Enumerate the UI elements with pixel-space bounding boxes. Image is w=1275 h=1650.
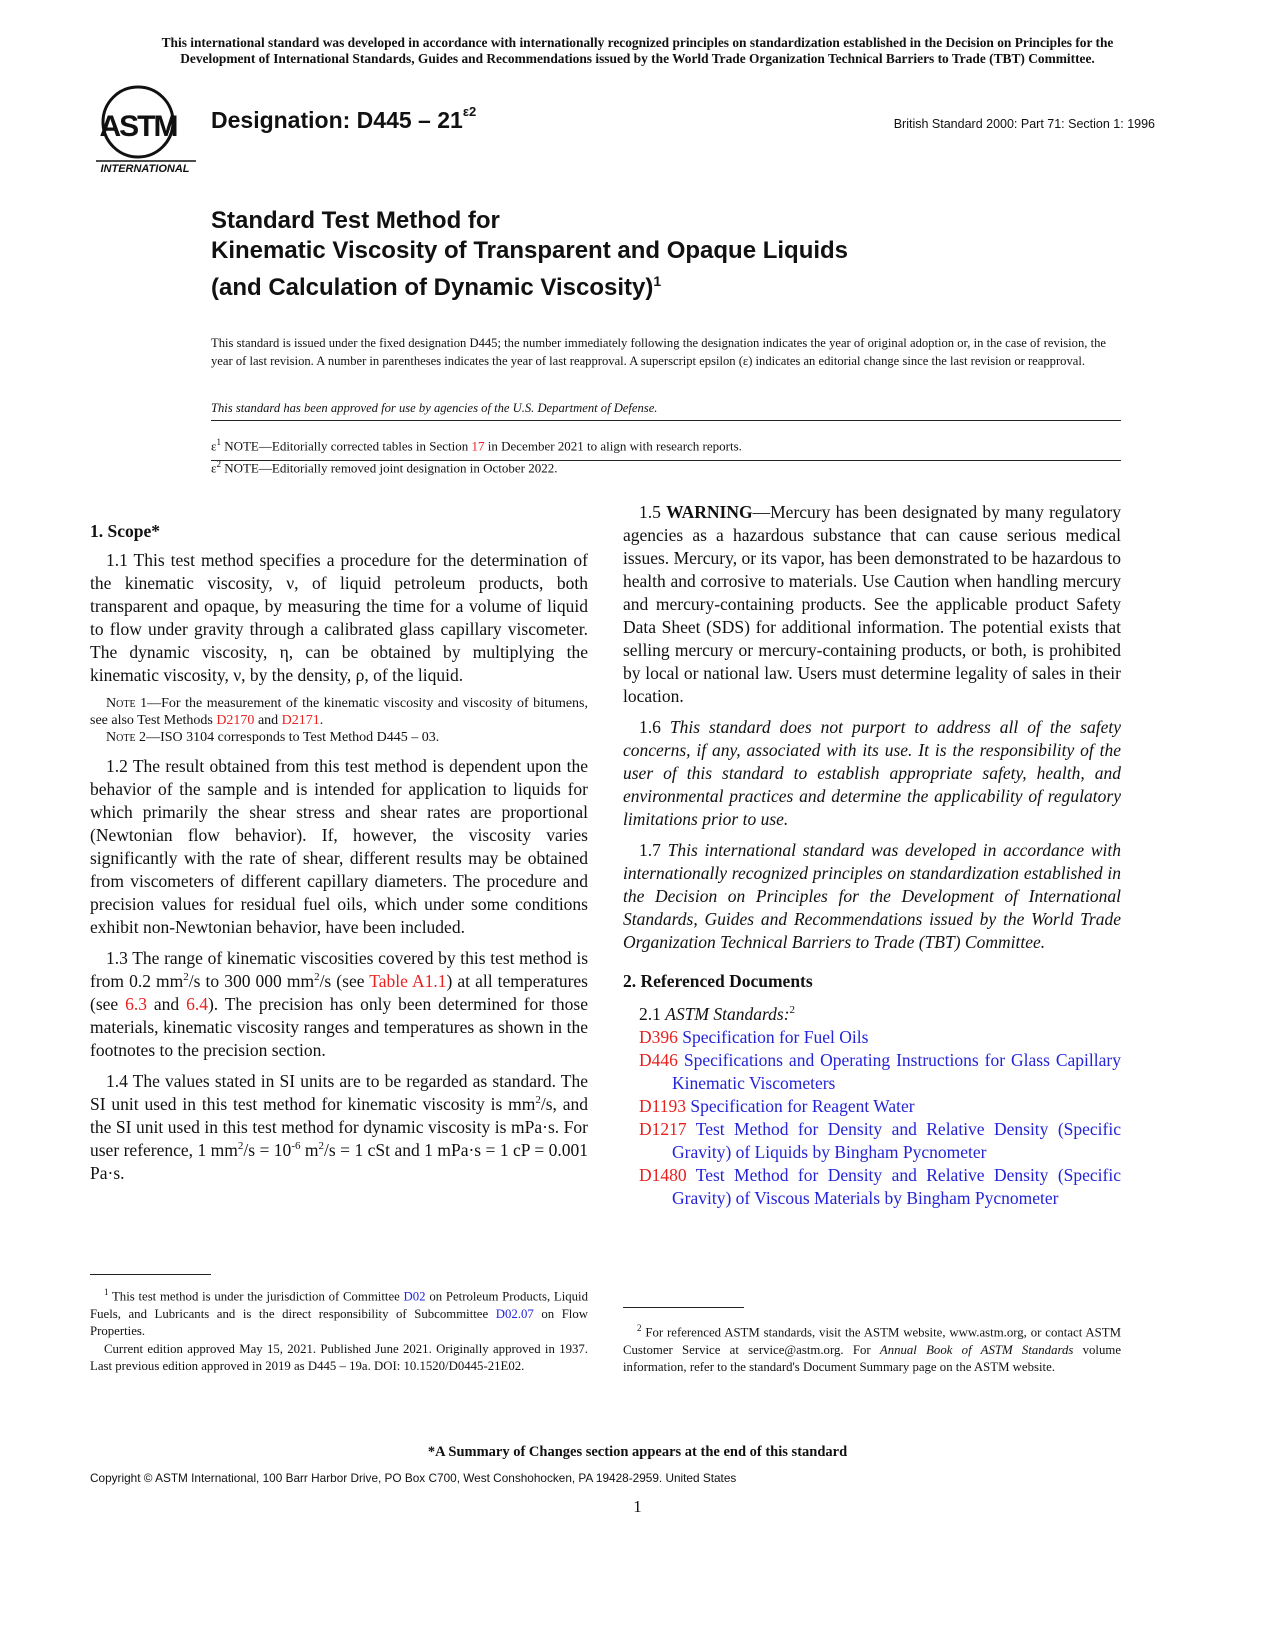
p13-d: ) at all temperatures (see <box>90 971 588 1014</box>
warning-label: WARNING <box>666 502 753 522</box>
notes-block <box>90 695 588 746</box>
p17-num: 1.7 <box>639 840 668 860</box>
title-line-3 <box>211 266 848 303</box>
p14-sup4: 2 <box>318 1140 325 1153</box>
sub-num: 2.1 <box>639 1003 666 1024</box>
reference-item <box>623 1026 1121 1049</box>
ref-title-d1217[interactable]: Test Method for Density and Relative Density (Specific Gravity) of Liquids by Bingham Pycnometer <box>672 1118 1121 1162</box>
subcommittee-d02-07-link[interactable]: D02.07 <box>495 1306 534 1321</box>
footnote-1-p2: Current edition approved May 15, 2021. Published June 2021. Originally approved in 1937. Last previous edition approved in 2019 as D445 – 19a. DOI: 10.1520/D0445-21E02. <box>90 1341 588 1374</box>
ref-title-d1193[interactable]: Specification for Reagent Water <box>686 1095 915 1116</box>
reference-item <box>623 1049 1121 1095</box>
p14-a: 1.4 The values stated in SI units are to be regarded as standard. The SI unit used in this test method for kinematic viscosity is mm <box>90 1071 588 1114</box>
ref-code-d1480[interactable]: D1480 <box>639 1164 687 1185</box>
eps2-sup: 2 <box>216 459 221 470</box>
reference-list <box>623 1026 1121 1210</box>
p14-b: /s, and the SI unit used in this test method for dynamic viscosity is mPa·s. For user reference, 1 mm <box>90 1094 588 1160</box>
title-line-1: Standard Test Method for <box>211 207 500 234</box>
reference-item <box>623 1164 1121 1210</box>
right-column <box>623 501 1121 1210</box>
p15-num: 1.5 <box>639 502 667 522</box>
p17-text: This international standard was developed in accordance with internationally recognized principles on standardization established in the Decision on Principles for the Development of International Standards, Guides and Recommendations issued by the World Trade Organization Technical Barriers to Trade (TBT) Committee. <box>623 840 1122 952</box>
d2170-link[interactable]: D2170 <box>216 713 255 728</box>
note-2-label: Note 2 <box>106 730 147 745</box>
p14-sup1: 2 <box>535 1094 541 1107</box>
footnote-1 <box>90 1284 588 1376</box>
logo-text: ASTM <box>99 110 177 143</box>
note-1-end: . <box>319 713 324 728</box>
eps2-text: NOTE—Editorially removed joint designation in October 2022. <box>220 460 558 476</box>
p13-c: /s (see <box>319 971 370 991</box>
reference-item <box>623 1095 1121 1118</box>
eps1-sup: 1 <box>216 437 221 447</box>
divider-top <box>211 420 1121 421</box>
title-line-3-text: (and Calculation of Dynamic Viscosity) <box>211 274 654 301</box>
editorial-notes <box>211 433 742 478</box>
fn2-mark: 2 <box>637 1323 642 1333</box>
p13-f: ). The precision has only been determined for those materials, kinematic viscosity ranges and temperatures as shown in the footnotes to the precision section. <box>90 994 588 1060</box>
footnote-1-p1 <box>90 1284 588 1341</box>
para-1-3 <box>90 947 588 1062</box>
summary-of-changes-note: *A Summary of Changes section appears at the end of this standard <box>427 1444 848 1460</box>
ref-title-d446[interactable]: Specifications and Operating Instructions for Glass Capillary Kinematic Viscometers <box>672 1049 1121 1093</box>
copyright-line: Copyright © ASTM International, 100 Barr Harbor Drive, PO Box C700, West Conshohocken, PA 19428-2959. United States <box>90 1471 737 1485</box>
p13-b: /s to 300 000 mm <box>188 971 315 991</box>
para-1-4 <box>90 1070 588 1185</box>
fn2-b: volume information, refer to the standard's Document Summary page on the ASTM website. <box>623 1342 1122 1375</box>
footnote-rule-right <box>623 1307 744 1308</box>
eps1-text-a: NOTE—Editorially corrected tables in Section <box>220 438 472 454</box>
p14-c: /s = 10 <box>243 1140 292 1160</box>
sub-label: ASTM Standards: <box>665 1003 790 1024</box>
p15-text: —Mercury has been designated by many regulatory agencies as a hazardous substance that can cause serious medical issues. Mercury, or its vapor, has been demonstrated to be hazardous to health and corrosive to materials. Use Caution when handling mercury and mercury-containing products. See the applicable product Safety Data Sheet (SDS) for additional information. The potential exists that selling mercury or mercury-containing products, or both, is prohibited by local or national law. Users must determine legality of sales in their location. <box>623 502 1122 706</box>
designation <box>211 104 477 134</box>
footnote-2-p1 <box>623 1320 1121 1377</box>
note-1-label: Note 1 <box>106 696 148 711</box>
note-1 <box>90 695 588 729</box>
section-6-4-link[interactable]: 6.4 <box>186 994 208 1014</box>
document-title <box>211 206 848 303</box>
para-1-7 <box>623 839 1121 954</box>
para-1-5 <box>623 501 1121 708</box>
footnote-rule-left <box>90 1274 211 1275</box>
para-1-2: 1.2 The result obtained from this test method is dependent upon the behavior of the sample and is intended for application to liquids for which primarily the shear stress and shear rates are proportional (Newtonian flow behavior). If, however, the viscosity varies significantly with the rate of shear, different results may be obtained from viscometers of different capillary diameters. The procedure and precision values for residual fuel oils, which under some conditions exhibit non-Newtonian behavior, have been included. <box>90 756 588 937</box>
scope-heading: 1. Scope* <box>90 521 160 541</box>
dod-approval: This standard has been approved for use by agencies of the U.S. Department of Defense. <box>211 401 658 415</box>
p13-sup1: 2 <box>183 971 189 984</box>
section-6-3-link[interactable]: 6.3 <box>125 994 147 1014</box>
epsilon-note-2 <box>211 455 742 477</box>
ref-code-d1193[interactable]: D1193 <box>639 1095 686 1116</box>
fn2-italic: Annual Book of ASTM Standards <box>879 1342 1074 1357</box>
astm-logo <box>92 84 200 176</box>
notice-line-2: Development of International Standards, Guides and Recommendations issued by the World Trade Organization Technical Barriers to Trade (TBT) Committee. <box>180 51 1095 66</box>
ref-code-d446[interactable]: D446 <box>639 1049 678 1070</box>
footnote-2 <box>623 1320 1121 1377</box>
fn1-a: This test method is under the jurisdiction of Committee <box>108 1289 404 1304</box>
para-1-6 <box>623 716 1121 831</box>
fn1-mark: 1 <box>104 1287 109 1297</box>
ref-code-d396[interactable]: D396 <box>639 1026 678 1047</box>
designation-label: Designation: D445 – 21 <box>211 107 463 133</box>
left-column <box>90 520 588 1193</box>
british-standard: British Standard 2000: Part 71: Section 1: 1996 <box>893 117 1155 131</box>
divider-bottom <box>211 460 1121 461</box>
d2171-link[interactable]: D2171 <box>281 713 320 728</box>
fn2-a: For referenced ASTM standards, visit the ASTM website, www.astm.org, or contact ASTM Customer Service at service@astm.org. For <box>623 1325 1121 1357</box>
section-17-link[interactable]: 17 <box>471 438 485 454</box>
reference-item <box>623 1118 1121 1164</box>
epsilon-note-1 <box>211 433 742 455</box>
note-1-text: —For the measurement of the kinematic viscosity and viscosity of bitumens, see also Test Methods <box>90 696 588 728</box>
notice-line-1: This international standard was developed in accordance with internationally recognized principles on standardization established in the Decision on Principles for the <box>161 35 1114 50</box>
committee-d02-link[interactable]: D02 <box>403 1289 426 1304</box>
page-number: 1 <box>633 1497 642 1516</box>
p14-d: m <box>300 1140 319 1160</box>
fn1-c: on Flow Properties. <box>90 1306 589 1339</box>
note-2-text: —ISO 3104 corresponds to Test Method D445 – 03. <box>146 730 440 745</box>
p14-sup3: -6 <box>291 1140 301 1153</box>
title-footnote-mark: 1 <box>653 273 662 289</box>
para-1-1: 1.1 This test method specifies a procedure for the determination of the kinematic viscosity, ν, of liquid petroleum products, both transparent and opaque, by measuring the time for a volume of liquid to flow under gravity through a calibrated glass capillary viscometer. The dynamic viscosity, η, can be obtained by multiplying the kinematic viscosity, ν, by the density, ρ, of the liquid. <box>90 550 588 685</box>
title-line-2: Kinematic Viscosity of Transparent and Opaque Liquids <box>211 237 849 264</box>
p16-num: 1.6 <box>639 717 670 737</box>
p13-e: and <box>146 994 187 1014</box>
note-2 <box>90 729 588 746</box>
eps1-text-b: in December 2021 to align with research reports. <box>484 438 742 454</box>
note-1-and: and <box>254 713 282 728</box>
table-a1-1-link[interactable]: Table A1.1 <box>369 971 447 991</box>
ref-title-d396[interactable]: Specification for Fuel Oils <box>677 1026 869 1047</box>
ref-code-d1217[interactable]: D1217 <box>639 1118 687 1139</box>
wto-notice <box>60 35 1215 67</box>
issued-statement: This standard is issued under the fixed designation D445; the number immediately following the designation indicates the year of original adoption or, in the case of revision, the year of last revision. A number in parentheses indicates the year of last reapproval. A superscript epsilon (ε) indicates an editorial change since the last revision or reapproval. <box>211 336 1106 368</box>
astm-standards-subheading <box>623 999 1121 1026</box>
p16-text: This standard does not purport to address all of the safety concerns, if any, associated with its use. It is the responsibility of the user of this standard to establish appropriate safety, health, and environmental practices and determine the applicability of regulatory limitations prior to use. <box>623 717 1122 829</box>
ref-title-d1480[interactable]: Test Method for Density and Relative Density (Specific Gravity) of Viscous Materials by Bingham Pycnometer <box>672 1164 1121 1208</box>
p13-sup2: 2 <box>314 971 320 984</box>
referenced-documents-heading: 2. Referenced Documents <box>623 971 813 991</box>
designation-superscript: ε2 <box>462 104 477 120</box>
logo-subtext: INTERNATIONAL <box>100 163 190 175</box>
sub-sup: 2 <box>789 1004 796 1016</box>
p14-e: /s = 1 cSt and 1 mPa·s = 1 cP = 0.001 Pa·s. <box>90 1140 588 1183</box>
p14-sup2: 2 <box>237 1140 244 1153</box>
eps2-mark: ε <box>211 460 217 476</box>
eps1-mark: ε <box>211 438 217 454</box>
p13-a: 1.3 The range of kinematic viscosities covered by this test method is from 0.2 mm <box>90 948 588 991</box>
fn1-b: on Petroleum Products, Liquid Fuels, and Lubricants and is the direct responsibility of Subcommittee <box>90 1289 588 1321</box>
